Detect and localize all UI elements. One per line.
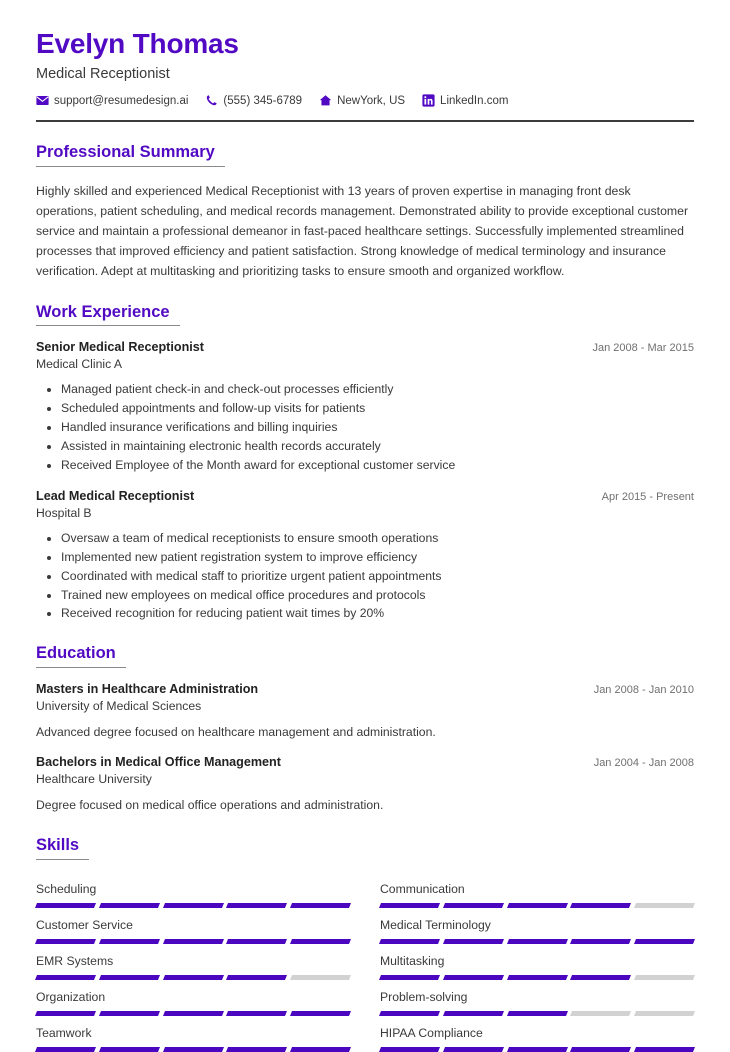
skill-level-segment [290,975,351,980]
skill-item [36,980,350,1016]
skill-item [380,872,694,908]
bullet-item: • Trained new employees on medical office procedures and protocols [61,586,694,605]
work-entry-bullets [36,380,694,475]
bullet-item: • Oversaw a team of medical receptionists to ensure smooth operations [61,529,694,548]
skill-item [380,908,694,944]
skill-level-segment [507,1047,568,1052]
work-entry-head [36,489,694,503]
skill-level-segment [290,1047,351,1052]
skill-level-segment [290,903,351,908]
skill-level-segment [507,975,568,980]
skill-item [36,872,350,908]
candidate-job-title: Medical Receptionist [36,66,170,83]
skill-level-segment [226,975,287,980]
skill-level-segment [35,975,96,980]
section-title-work-experience: Work Experience [36,303,180,327]
skill-level-segment [290,1011,351,1016]
skill-level-segment [379,903,440,908]
work-entry-date: Apr 2015 - Present [601,490,694,503]
skill-level-segment [35,939,96,944]
linkedin-icon [422,94,435,107]
section-skills [36,836,694,1052]
skill-level-segment [379,1011,440,1016]
contact-email[interactable] [36,94,188,107]
skill-level-meter [36,903,350,908]
education-entry [36,755,694,814]
professional-summary-text: Highly skilled and experienced Medical Receptionist with 13 years of proven expertise in managing front desk operations, patient scheduling, and medical records management. Demonstrated ability to provide exceptional customer service and maintain a professional demeanor in fast-paced healthcare settings. Successfully implemented streamlined processes that improved efficiency and patient satisfaction. Strong knowledge of medical terminology and insurance verification. Adept at multitasking and prioritizing tasks to ensure smooth and organized workflow. [36,183,689,278]
skill-level-segment [570,939,631,944]
skill-level-segment [35,1047,96,1052]
skill-level-segment [634,1011,695,1016]
contact-row [36,94,694,107]
skill-level-segment [570,1011,631,1016]
bullet-item: • Assisted in maintaining electronic health records accurately [61,437,694,456]
bullet-item: • Received recognition for reducing patient wait times by 20% [61,604,694,623]
skill-level-segment [99,975,160,980]
skill-level-segment [570,975,631,980]
education-entry-head [36,682,694,696]
education-entry [36,682,694,741]
skill-level-segment [443,939,504,944]
skill-level-segment [163,975,224,980]
work-entry-bullets [36,529,694,624]
resume-header [36,28,694,122]
home-icon [319,94,332,107]
work-entry-organization: Medical Clinic A [36,357,123,372]
skill-level-segment [570,903,631,908]
skill-level-segment [443,1047,504,1052]
skill-level-meter [36,975,350,980]
contact-linkedin-label: LinkedIn.com [440,94,509,107]
candidate-name: Evelyn Thomas [36,28,239,59]
skill-label: HIPAA Compliance [380,1025,483,1040]
contact-phone-label: (555) 345-6789 [223,94,303,107]
skill-level-segment [634,939,695,944]
skill-level-segment [634,975,695,980]
skill-level-meter [380,1047,694,1052]
skill-level-segment [379,975,440,980]
work-entry-organization: Hospital B [36,505,92,520]
skill-level-segment [507,939,568,944]
envelope-icon [36,94,49,107]
skill-level-segment [443,975,504,980]
contact-email-label: support@resumedesign.ai [54,94,189,107]
bullet-item: • Received Employee of the Month award for exceptional customer service [61,456,694,475]
bullet-item: • Handled insurance verifications and billing inquiries [61,418,694,437]
contact-location-label: NewYork, US [337,94,406,107]
bullet-item: • Implemented new patient registration system to improve efficiency [61,548,694,567]
work-entry-title: Lead Medical Receptionist [36,488,195,503]
skills-grid [36,872,694,1052]
skill-level-segment [507,1011,568,1016]
skill-level-meter [380,1011,694,1016]
skill-label: EMR Systems [36,953,114,968]
skill-item [380,944,694,980]
skill-level-segment [99,1011,160,1016]
education-entry-title: Bachelors in Medical Office Management [36,755,281,770]
contact-location[interactable] [319,94,405,107]
work-entry-title: Senior Medical Receptionist [36,340,204,355]
skill-level-segment [163,903,224,908]
skill-level-segment [99,1047,160,1052]
contact-linkedin[interactable] [422,94,508,107]
skill-level-meter [36,939,350,944]
skill-level-meter [36,1011,350,1016]
education-entry-date: Jan 2004 - Jan 2008 [593,757,694,770]
education-entry-description: Degree focused on medical office operations and administration. [36,798,384,813]
education-entry-organization: Healthcare University [36,772,152,787]
skill-level-segment [443,1011,504,1016]
skill-label: Scheduling [36,881,97,896]
skill-item [36,1016,350,1052]
skill-level-segment [379,939,440,944]
contact-phone[interactable] [205,94,302,107]
skill-level-meter [380,903,694,908]
skill-item [380,980,694,1016]
skill-level-segment [35,903,96,908]
education-entry-description: Advanced degree focused on healthcare management and administration. [36,725,436,740]
header-divider [36,120,694,122]
section-education [36,644,694,814]
bullet-item: • Managed patient check-in and check-out processes efficiently [61,380,694,399]
skill-level-segment [443,903,504,908]
skill-level-segment [290,939,351,944]
bullet-item: • Coordinated with medical staff to prioritize urgent patient appointments [61,567,694,586]
education-entry-head [36,755,694,769]
skill-level-meter [36,1047,350,1052]
skill-label: Organization [36,989,106,1004]
phone-icon [205,94,218,107]
skill-item [380,1016,694,1052]
skill-level-segment [379,1047,440,1052]
work-entry [36,489,694,624]
section-title-professional-summary: Professional Summary [36,143,225,167]
section-title-skills: Skills [36,836,89,860]
skill-level-segment [226,939,287,944]
education-entry-date: Jan 2008 - Jan 2010 [593,684,694,697]
skill-item [36,944,350,980]
skill-label: Multitasking [380,953,445,968]
skill-level-segment [99,903,160,908]
skill-level-segment [226,903,287,908]
skill-level-segment [634,1047,695,1052]
bullet-item: • Scheduled appointments and follow-up visits for patients [61,399,694,418]
work-entry-date: Jan 2008 - Mar 2015 [592,342,694,355]
education-entry-organization: University of Medical Sciences [36,699,202,714]
skill-level-segment [163,1047,224,1052]
work-entry [36,340,694,475]
section-work-experience [36,303,694,624]
skill-label: Communication [380,881,465,896]
skill-label: Problem-solving [380,989,468,1004]
skill-label: Customer Service [36,917,133,932]
skill-level-segment [226,1047,287,1052]
skill-level-meter [380,939,694,944]
skill-label: Teamwork [36,1025,92,1040]
skill-label: Medical Terminology [380,917,491,932]
skill-level-segment [507,903,568,908]
skill-level-segment [35,1011,96,1016]
section-professional-summary [36,143,694,281]
skill-level-segment [163,1011,224,1016]
section-title-education: Education [36,644,126,668]
skill-level-segment [163,939,224,944]
work-entry-head [36,340,694,354]
skill-level-meter [380,975,694,980]
skill-level-segment [634,903,695,908]
education-entry-title: Masters in Healthcare Administration [36,682,259,697]
skill-level-segment [226,1011,287,1016]
skill-level-segment [99,939,160,944]
skill-level-segment [570,1047,631,1052]
skill-item [36,908,350,944]
